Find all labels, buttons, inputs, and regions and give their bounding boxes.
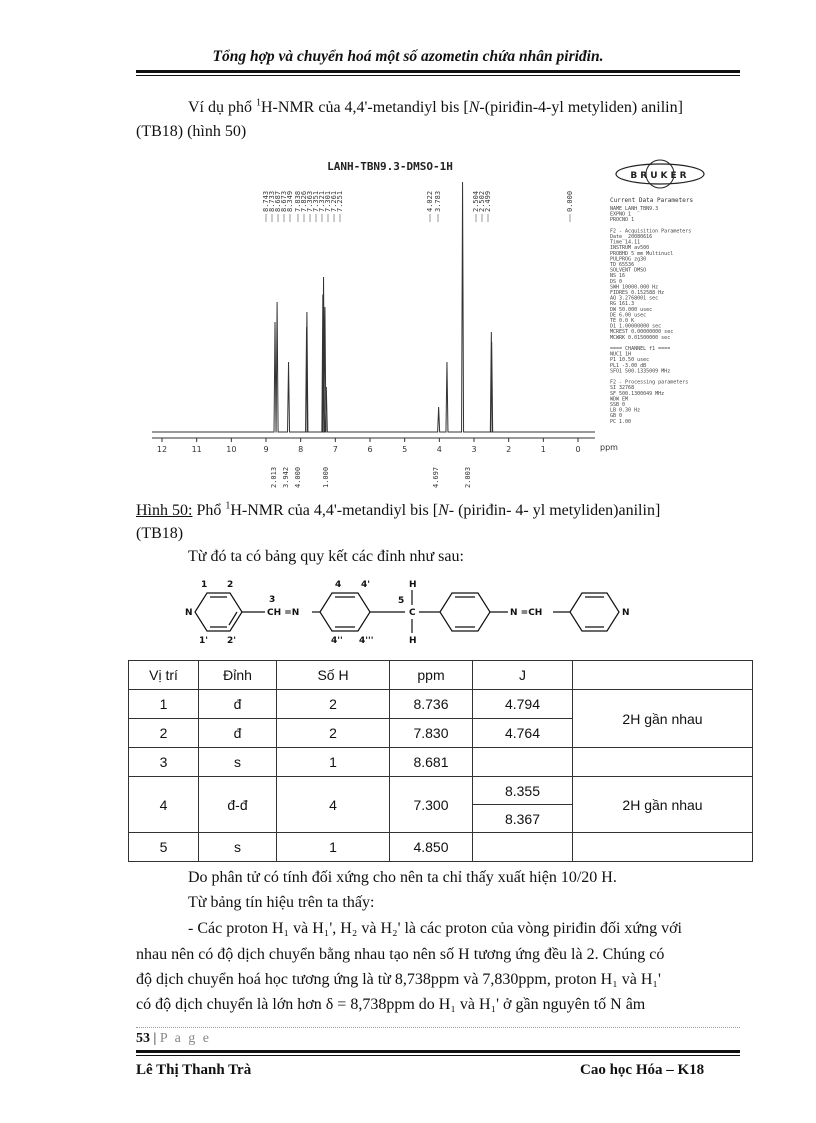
cell-peak: s	[199, 833, 277, 862]
axis-tick-label: 2	[506, 445, 512, 454]
header-cell: J	[473, 661, 573, 690]
cell-peak: đ	[199, 719, 277, 748]
table-row	[129, 748, 753, 777]
footer-rule-thick	[136, 1050, 740, 1053]
params-line: F2 - Processing parameters	[610, 379, 689, 386]
integral-label: 4.697	[432, 466, 440, 488]
params-line: MCREST 0.00000000 sec	[610, 329, 674, 336]
integral-label: 2.003	[464, 466, 472, 488]
params-line: Time 14.11	[610, 239, 641, 246]
params-line: SFO1 500.1335009 MHz	[610, 368, 671, 375]
page-number: 53 | P a g e	[136, 1031, 212, 1046]
axis-tick-label: 5	[402, 445, 408, 454]
params-line: PL1 -3.00 dB	[610, 362, 647, 369]
integral-label: 1.000	[322, 466, 330, 488]
peak-label: 8.349	[286, 190, 294, 212]
nmr-spectrum	[140, 150, 748, 500]
header-rule-thin	[136, 75, 740, 76]
params-line: MCWRK 0.01500000 sec	[610, 334, 671, 341]
axis-tick-label: 0	[575, 445, 581, 454]
params-line: GB 0	[610, 413, 623, 420]
axis-tick-label: 12	[156, 445, 168, 454]
params-line: PC 1.00	[610, 418, 632, 425]
figure-label: Hình 50:	[136, 502, 193, 519]
cell-j: 8.367	[473, 805, 573, 833]
figure-caption-line-2: (TB18)	[136, 525, 184, 542]
cell-h-count: 2	[277, 690, 390, 719]
params-line: PROCNO 1	[610, 217, 635, 224]
body-paragraph-2: Từ bảng tín hiệu trên ta thấy:	[188, 894, 375, 911]
params-line: PULPROG zg30	[610, 256, 647, 263]
body-paragraph-1: Do phân tử có tính đối xứng cho nên ta chỉ thấy xuất hiện 10/20 H.	[188, 869, 617, 886]
params-line: Date_ 20080616	[610, 234, 653, 240]
params-line: SF 500.1300049 MHz	[610, 390, 665, 397]
peak-label: 8.687	[274, 190, 282, 212]
params-title: Current Data Parameters	[610, 197, 694, 204]
running-header-title: Tổng hợp và chuyển hoá một số azometin chứa nhân piriđin.	[212, 48, 604, 65]
footer-course: Cao học Hóa – K18	[580, 1062, 705, 1078]
peak-label: 7.826	[300, 190, 308, 212]
cell-peak: s	[199, 748, 277, 777]
params-line: TE 0.0 K	[610, 318, 635, 324]
params-line: SOLVENT DMSO	[610, 267, 647, 274]
svg-text:2': 2'	[227, 636, 237, 646]
cell-peak: đ	[199, 690, 277, 719]
params-line: F2 - Acquisition Parameters	[610, 228, 692, 235]
cell-position: 5	[129, 833, 199, 862]
cell-note	[573, 748, 753, 777]
params-line: P1 10.50 usec	[610, 357, 650, 364]
params-line: FIDRES 0.152588 Hz	[610, 290, 665, 296]
axis-tick-label: 1	[540, 445, 546, 454]
integral-label: 3.942	[282, 466, 290, 488]
body-paragraph-3-line-4: có độ dịch chuyển là lớn hơn δ = 8,738ppm do H₁ và H₁' ở gần nguyên tố N âm	[136, 996, 646, 1013]
spectrum-trace	[152, 182, 595, 432]
nmr-assignment-table	[128, 660, 753, 862]
axis-tick-label: 7	[332, 445, 338, 454]
cell-ppm: 8.736	[390, 690, 473, 719]
params-line: SSB 0	[610, 402, 626, 408]
svg-text:4': 4'	[361, 580, 371, 590]
params-line: DE 6.00 usec	[610, 312, 647, 319]
svg-text:4''': 4'''	[359, 636, 374, 646]
cell-position: 1	[129, 690, 199, 719]
footer-rule-thin	[136, 1055, 740, 1056]
header-cell: Vị trí	[129, 661, 199, 690]
peak-label: 2.504	[472, 190, 480, 212]
svg-text:1: 1	[201, 580, 208, 590]
cell-ppm: 8.681	[390, 748, 473, 777]
bruker-logo	[616, 160, 704, 188]
cell-peak: đ-đ	[199, 777, 277, 833]
footer-dotted-rule	[136, 1027, 740, 1028]
svg-text:C: C	[409, 608, 416, 618]
axis-tick-label: 4	[436, 445, 442, 454]
peak-label: 7.363	[306, 190, 314, 212]
table-row	[129, 777, 753, 805]
svg-text:4'': 4''	[331, 636, 343, 646]
intro-line-1: Ví dụ phổ $^1$H-NMR của 4,4'-metandiyl bis [N-(piriđin-4-yl metyliden) anilin]	[188, 97, 683, 116]
cell-h-count: 4	[277, 777, 390, 833]
svg-text:2: 2	[227, 580, 234, 590]
params-line: SWH 10000.000 Hz	[610, 284, 659, 291]
axis-tick-label: 9	[263, 445, 269, 454]
svg-text:N =CH: N =CH	[510, 608, 543, 618]
params-line: AQ 3.2768001 sec	[610, 295, 659, 302]
params-line: RG 161.3	[610, 301, 635, 308]
params-line: D1 1.00000000 sec	[610, 323, 662, 330]
acquisition-parameter-block	[610, 197, 693, 425]
integral-label-group	[270, 467, 472, 488]
peak-label: 7.261	[330, 190, 338, 212]
header-cell: Đỉnh	[199, 661, 277, 690]
cell-ppm: 4.850	[390, 833, 473, 862]
params-line: INSTRUM av500	[610, 245, 650, 252]
axis-tick-label: 8	[298, 445, 304, 454]
cell-position: 4	[129, 777, 199, 833]
peak-label: 7.351	[312, 190, 320, 212]
integral-label: 2.013	[270, 466, 278, 488]
params-line: NS 16	[610, 273, 626, 280]
peak-label: 0.000	[566, 190, 574, 212]
intro-line-2: (TB18) (hình 50)	[136, 123, 247, 140]
peak-label: 7.251	[336, 190, 344, 212]
spectrum-title: LANH-TBN9.3-DMSO-1H	[327, 160, 453, 173]
ppm-axis-unit: ppm	[600, 443, 618, 452]
params-line: TD 65536	[610, 262, 635, 268]
axis-tick-label: 10	[226, 445, 237, 454]
peak-label-group	[262, 191, 574, 222]
peak-label: 7.301	[324, 190, 332, 212]
params-line: NAME LANH_TBN9.3	[610, 206, 659, 212]
peak-label: 4.022	[426, 190, 434, 212]
spectrum-line	[152, 182, 595, 432]
cell-ppm: 7.830	[390, 719, 473, 748]
axis-tick-label: 11	[191, 445, 202, 454]
footer-author: Lê Thị Thanh Trà	[136, 1062, 252, 1078]
integral-label: 4.000	[294, 466, 302, 488]
bridge-text: Từ đó ta có bảng quy kết các đỉnh như sau:	[188, 548, 464, 565]
params-line: NUC1 1H	[610, 351, 632, 358]
cell-j	[473, 833, 573, 862]
body-paragraph-3-line-1: - Các proton H₁ và H₁', H₂ và H₂' là các proton của vòng piriđin đối xứng với	[188, 920, 682, 937]
chemical-structure	[175, 575, 645, 655]
peak-label: 8.743	[262, 190, 270, 212]
svg-text:5: 5	[398, 596, 405, 606]
axis-tick-label: 6	[367, 445, 373, 454]
cell-note: 2H gần nhau	[573, 777, 753, 833]
cell-ppm: 7.300	[390, 777, 473, 833]
svg-text:3: 3	[269, 595, 276, 605]
peak-label: 2.502	[478, 190, 486, 212]
svg-text:H: H	[409, 636, 417, 646]
svg-text:BRUKER: BRUKER	[630, 171, 690, 181]
params-line: SI 32768	[610, 385, 635, 392]
peak-label: 7.838	[294, 190, 302, 212]
params-line: WDW EM	[610, 396, 629, 403]
cell-h-count: 1	[277, 748, 390, 777]
cell-j: 4.794	[473, 690, 573, 719]
params-line: DS 0	[610, 278, 623, 285]
cell-position: 3	[129, 748, 199, 777]
header-rule-thick	[136, 70, 740, 73]
cell-j	[473, 748, 573, 777]
params-line: LB 0.30 Hz	[610, 407, 641, 414]
header-cell: ppm	[390, 661, 473, 690]
header-cell	[573, 661, 753, 690]
cell-note	[573, 833, 753, 862]
peak-label: 8.673	[280, 190, 288, 212]
table-row	[129, 690, 753, 719]
peak-label: 3.783	[434, 190, 442, 212]
cell-note: 2H gần nhau	[573, 690, 753, 748]
axis-tick-label: 3	[471, 445, 477, 454]
svg-text:N: N	[622, 608, 630, 618]
svg-text:1': 1'	[199, 636, 209, 646]
table-row	[129, 833, 753, 862]
cell-j: 4.764	[473, 719, 573, 748]
params-line: EXPNO 1	[610, 211, 632, 218]
svg-text:CH =N: CH =N	[267, 608, 300, 618]
figure-caption-line-1: Hình 50: Phổ $^1$H-NMR của 4,4'-metandiyl bis [N- (piriđin- 4- yl metyliden)anilin]	[136, 500, 661, 519]
svg-text:4: 4	[335, 580, 342, 590]
body-paragraph-3-line-2: nhau nên có độ dịch chuyển bằng nhau tạo nên số H tương ứng đều là 2. Chúng có	[136, 946, 665, 963]
header-cell: Số H	[277, 661, 390, 690]
ppm-axis-ticks	[157, 438, 581, 454]
cell-h-count: 2	[277, 719, 390, 748]
cell-h-count: 1	[277, 833, 390, 862]
cell-j: 8.355	[473, 777, 573, 805]
peak-label: 2.499	[484, 190, 492, 212]
params-line: ==== CHANNEL f1 ====	[610, 346, 671, 352]
svg-text:N: N	[185, 608, 193, 618]
cell-position: 2	[129, 719, 199, 748]
params-line: DW 50.000 usec	[610, 306, 653, 313]
svg-text:H: H	[409, 580, 417, 590]
params-line: PROBHD 5 mm Multinucl	[610, 250, 674, 257]
peak-label: 7.321	[318, 190, 326, 212]
peak-label: 8.733	[268, 190, 276, 212]
body-paragraph-3-line-3: độ dịch chuyển hoá học tương ứng là từ 8,738ppm và 7,830ppm, proton H₁ và H₁'	[136, 971, 661, 988]
table-header-row	[129, 661, 753, 690]
